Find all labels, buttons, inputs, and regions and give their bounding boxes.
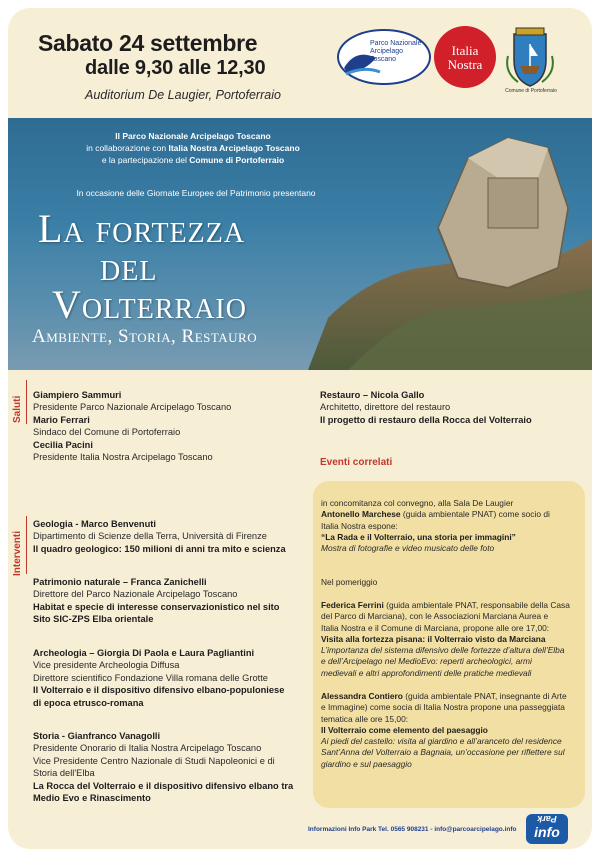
event-description: L’importanza del sistema difensivo delle fortezze d’altura dell’Elba (321, 645, 565, 656)
intervento-role: Storia dell'Elba (33, 768, 95, 779)
event-intro: in concomitanza col convegno, alla Sala De Laugier (321, 498, 514, 508)
organizers (48, 130, 338, 166)
intervento-archeologia (33, 647, 315, 709)
event-text: Italia Nostra e il Comune di Marciana, propone alle ore 17,00: (321, 622, 550, 633)
occasion-text: In occasione delle Giornate Europee del Patrimonio presentano (76, 188, 316, 198)
event-venue: Auditorium De Laugier, Portoferraio (85, 88, 281, 102)
restauro-speaker: Restauro – Nicola Gallo (320, 390, 425, 400)
event-speaker: Antonello Marchese (321, 509, 401, 520)
saluti-role: Presidente Parco Nazionale Arcipelago Toscano (33, 402, 232, 413)
eventi-correlati-heading: Eventi correlati (320, 457, 393, 468)
park-logo-text: Parco Nazionale Arcipelago Toscano (370, 40, 422, 63)
event-speaker: Federica Ferrini (321, 600, 384, 610)
event-text: (guida ambientale PNAT, insegnante di Arte (402, 691, 567, 701)
event-text: e Immagine) come socia di Italia Nostra propone una passeggiata (321, 702, 565, 713)
event-description: giardino e sul paesaggio (321, 758, 412, 769)
intervento-topic: Il Volterraio e il dispositivo difensivo elbano-populoniese (33, 685, 285, 696)
event-text: Italia Nostra espone: (321, 520, 398, 531)
organizer-line3-bold: Comune di Portoferraio (189, 155, 285, 165)
event-title: Il Volterraio come elemento del paesaggio (321, 724, 488, 735)
saluti-name: Cecilia Pacini (33, 439, 93, 450)
event-description: Ai piedi del castello: visita al giardino e all’aranceto del residence (321, 736, 562, 747)
main-title-line2: del (100, 244, 158, 289)
intervento-topic: Medio Evo e Rinascimento (33, 793, 151, 804)
info-logo-info-text: info (534, 824, 560, 840)
intervento-role: Vice presidente Archeologia Diffusa (33, 660, 180, 671)
event-speaker: Alessandra Contiero (321, 691, 403, 701)
saluti-label: Saluti (12, 395, 23, 423)
event-time: dalle 9,30 alle 12,30 (85, 57, 266, 79)
intervento-role: Presidente Onorario di Italia Nostra Arcipelago Toscano (33, 743, 262, 754)
poster-header (8, 8, 592, 116)
intervento-storia (33, 730, 315, 804)
event-description: Mostra di fotografie e video musicato delle foto (321, 543, 495, 554)
organizer-line1: Il Parco Nazionale Arcipelago Toscano (115, 131, 271, 141)
info-park-logo (526, 814, 568, 844)
intervento-role: Dipartimento di Scienze della Terra, Università di Firenze (33, 531, 267, 542)
italia-nostra-logo-line1: Italia (451, 43, 479, 58)
intervento-topic: Habitat e specie di interesse conservazionistico nel sito (33, 601, 280, 612)
hero-banner (8, 118, 592, 370)
saluti-name: Mario Ferrari (33, 414, 90, 425)
intervento-role: Direttore del Parco Nazionale Arcipelago Toscano (33, 589, 238, 600)
info-logo-park-text: Park (537, 814, 557, 824)
intervento-role: Direttore scientifico Fondazione Villa romana delle Grotte (33, 672, 268, 683)
saluti-list (33, 389, 315, 463)
intervento-topic: Sito SIC-ZPS Elba orientale (33, 614, 154, 625)
organizer-line2-pre: in collaborazione con (86, 143, 167, 153)
interventi-label: Interventi (12, 530, 23, 576)
comune-crest-icon (500, 26, 560, 90)
main-title-line3: Volterraio (52, 282, 247, 327)
intervento-patrimonio (33, 576, 315, 626)
event-text: del Parco di Marciana), con le Associazioni Marciana Aurea e (321, 611, 549, 622)
event-text: tematica alle ore 15,00: (321, 713, 409, 724)
intervento-speaker: Archeologia – Giorgia Di Paola e Laura Pagliantini (33, 648, 255, 658)
comune-logo-text: Comune di Portoferraio (505, 88, 557, 94)
italia-nostra-logo (434, 26, 496, 88)
intervento-role: Vice Presidente Centro Nazionale di Studi Napoleonici e di (33, 755, 275, 766)
restauro-section (320, 389, 578, 426)
footer-contact: Informazioni Info Park Tel. 0565 908231 - info@parcoarcipelago.info (308, 826, 517, 833)
event-ferrini (321, 600, 581, 679)
saluti-role: Sindaco del Comune di Portoferraio (33, 427, 181, 438)
italia-nostra-logo-line2: Nostra (447, 57, 483, 72)
intervento-speaker: Patrimonio naturale – Franca Zanichelli (33, 577, 207, 587)
organizer-line2-bold: Italia Nostra Arcipelago Toscano (168, 143, 300, 153)
poster (8, 8, 592, 849)
event-description: Sant’Anna del Volterraio a Bagnaia, un’occasione per riflettere sul (321, 747, 565, 758)
organizer-line3-pre: e la partecipazione del (101, 155, 187, 165)
event-title: Visita alla fortezza pisana: il Volterraio visto da Marciana (321, 633, 546, 644)
intervento-topic: di epoca etrusco-romana (33, 697, 144, 708)
main-subtitle: Ambiente, Storia, Restauro (32, 326, 258, 347)
intervento-speaker: Storia - Gianfranco Vanagolli (33, 731, 161, 741)
restauro-role: Architetto, direttore del restauro (320, 402, 451, 413)
event-description: medievali e altri approfondimenti delle pratiche medievali (321, 667, 532, 678)
main-title-line1: La fortezza (38, 206, 246, 251)
fortress-illustration (308, 118, 592, 370)
event-contiero (321, 691, 581, 770)
intervento-topic: La Rocca del Volterraio e il dispositivo difensivo elbano tra (33, 780, 294, 791)
event-text: (guida ambientale PNAT, responsabile della Casa (383, 600, 570, 610)
event-text: (guida ambientale PNAT) come socio di (400, 509, 550, 520)
saluti-role: Presidente Italia Nostra Arcipelago Toscano (33, 452, 213, 463)
saluti-divider (26, 380, 27, 424)
restauro-topic: Il progetto di restauro della Rocca del Volterraio (320, 414, 532, 425)
intervento-geologia (33, 518, 315, 555)
event-description: e dell’Arcipelago nel MedioEvo: reperti archeologici, armi (321, 656, 532, 667)
event-title: “La Rada e il Volterraio, una storia per immagini” (321, 531, 516, 542)
main-title (38, 206, 247, 327)
interventi-divider (26, 516, 27, 574)
event-marchese (321, 498, 581, 554)
saluti-name: Giampiero Sammuri (33, 390, 122, 400)
intervento-speaker: Geologia - Marco Benvenuti (33, 519, 156, 529)
event-date: Sabato 24 settembre (38, 30, 258, 56)
intervento-topic: Il quadro geologico: 150 milioni di anni tra mito e scienza (33, 543, 286, 554)
event-afternoon-label: Nel pomeriggio (321, 577, 378, 587)
